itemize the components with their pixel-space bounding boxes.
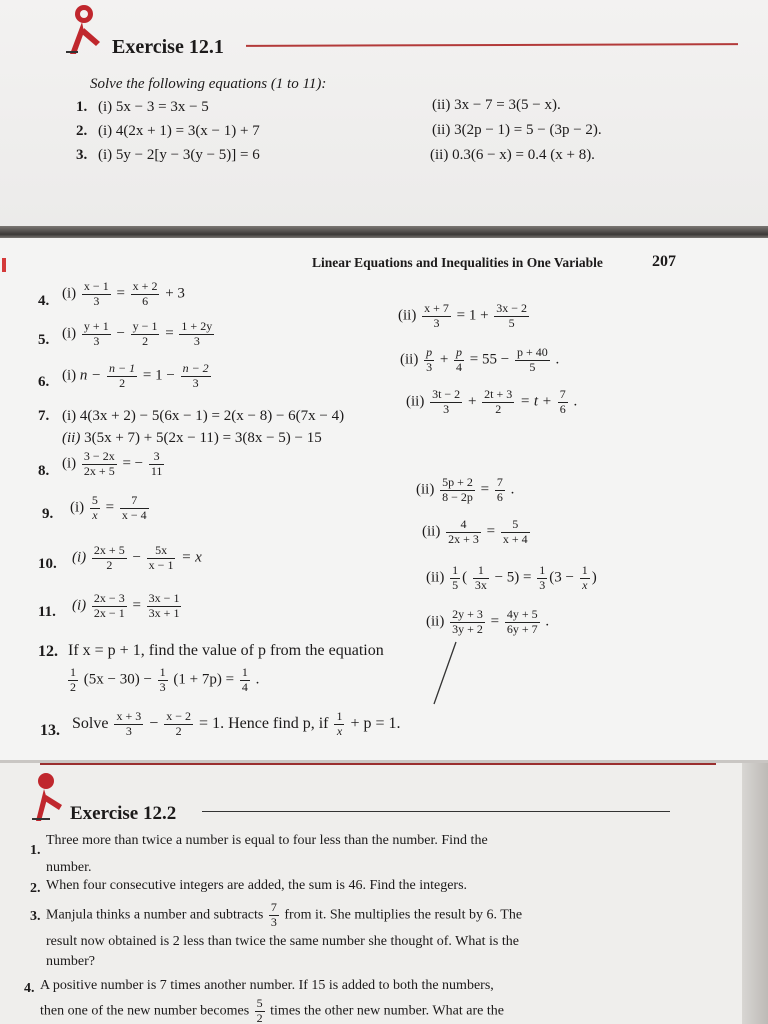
pen-mark xyxy=(430,638,460,708)
q4-part-ii: (ii) $\frac{x + 7}{3}$ = 1 + $\frac{3x - 2}{5}$ xyxy=(398,301,528,330)
q11-part-i: (i) $\frac{2x - 3}{2x - 1}$ = $\frac{3x - 1}{3x + 1}$ xyxy=(72,591,180,620)
p1-text-cont: number. xyxy=(46,860,92,875)
q2-part-i: (i) 4(2x + 1) = 3(x − 1) + 7 xyxy=(98,123,260,139)
q3-part-ii: (ii) 0.3(6 − x) = 0.4 (x + 8). xyxy=(430,147,595,163)
q9-part-ii: (ii) $\frac{4}{2x + 3}$ = $\frac{5}{x + 4}$ xyxy=(422,517,528,546)
q7-part-ii: (ii) 3(5x + 7) + 5(2x − 11) = 3(8x − 5) − 15 xyxy=(62,430,322,446)
q6-part-ii: (ii) $\frac{3t - 2}{3}$ + $\frac{2t + 3}{2}$ = t + $\frac{7}{6}$ . xyxy=(406,387,578,416)
q1-part-i: (i) 5x − 3 = 3x − 5 xyxy=(98,99,209,115)
p2-number: 2. xyxy=(30,881,41,896)
q5-part-i: (i) $\frac{y + 1}{3}$ − $\frac{y - 1}{2}$ = $\frac{1 + 2y}{3}$ xyxy=(62,319,213,348)
top-page xyxy=(0,0,768,228)
q10-part-i: (i) $\frac{2x + 5}{2}$ − $\frac{5x}{x - 1}$ = x xyxy=(72,543,202,572)
exercise-12-2-title: Exercise 12.2 xyxy=(70,803,177,824)
p3-number: 3. xyxy=(30,909,41,924)
q11-number: 11. xyxy=(38,604,56,620)
p3-text-end: number? xyxy=(46,954,95,969)
q7-number: 7. xyxy=(38,408,50,424)
p4-number: 4. xyxy=(24,981,35,996)
middle-page xyxy=(0,238,768,760)
p1-text: Three more than twice a number is equal to four less than the number. Find the xyxy=(46,833,488,848)
instruction-text: Solve the following equations (1 to 11): xyxy=(90,76,327,92)
q9-number: 9. xyxy=(42,506,54,522)
q12-number: 12. xyxy=(38,643,58,660)
page-shadow xyxy=(742,763,768,1024)
q5-part-ii: (ii) $\frac{p}{3}$ + $\frac{p}{4}$ = 55 − $\frac{p + 40}{5}$ . xyxy=(400,345,560,374)
q7-part-i: (i) 4(3x + 2) − 5(6x − 1) = 2(x − 8) − 6(7x − 4) xyxy=(62,408,345,424)
q2-number: 2. xyxy=(76,123,88,139)
q13-number: 13. xyxy=(40,722,60,739)
p4-text-cont: then one of the new number becomes $\frac{5}{2}$ times the other new number. What are the xyxy=(40,996,504,1024)
q8-part-ii: (ii) $\frac{5p + 2}{8 - 2p}$ = $\frac{7}{6}$ . xyxy=(416,475,515,504)
q11-part-ii: (ii) $\frac{2y + 3}{3y + 2}$ = $\frac{4y + 5}{6y + 7}$ . xyxy=(426,607,550,636)
mascot-icon-2 xyxy=(28,771,68,825)
q1-number: 1. xyxy=(76,99,88,115)
p3-text: Manjula thinks a number and subtracts $\frac{7}{3}$ from it. She multiplies the result by 6. The xyxy=(46,900,523,929)
q3-part-i: (i) 5y − 2[y − 3(y − 5)] = 6 xyxy=(98,147,260,163)
red-mark xyxy=(2,258,6,272)
q8-number: 8. xyxy=(38,463,50,479)
mascot-icon xyxy=(60,2,106,58)
page-number: 207 xyxy=(652,253,676,270)
p3-text-cont: result now obtained is 2 less than twice the same number she thought of. What is the xyxy=(46,934,519,949)
q3-number: 3. xyxy=(76,147,88,163)
q6-number: 6. xyxy=(38,374,50,390)
q13-text: Solve $\frac{x + 3}{3}$ − $\frac{x - 2}{2}$ = 1. Hence find p, if $\frac{1}{x}$ + p = 1. xyxy=(72,709,401,738)
q1-part-ii: (ii) 3x − 7 = 3(5 − x). xyxy=(432,97,561,113)
bottom-page xyxy=(0,763,768,1024)
p1-number: 1. xyxy=(30,843,41,858)
q9-part-i: (i) $\frac{5}{x}$ = $\frac{7}{x - 4}$ xyxy=(70,493,147,522)
q12-equation: $\frac{1}{2}$ (5x − 30) − $\frac{1}{3}$ (1 + 7p) = $\frac{1}{4}$ . xyxy=(70,665,260,694)
q4-part-i: (i) $\frac{x - 1}{3}$ = $\frac{x + 2}{6}$ + 3 xyxy=(62,279,185,308)
page-header-title: Linear Equations and Inequalities in One Variable xyxy=(312,255,603,270)
p2-text: When four consecutive integers are added, the sum is 46. Find the integers. xyxy=(46,878,468,893)
exercise-12-1-title: Exercise 12.1 xyxy=(112,36,224,58)
q8-part-i: (i) $\frac{3 - 2x}{2x + 5}$ = − $\frac{3}{11}$ xyxy=(62,449,163,478)
title-rule-2 xyxy=(202,811,670,812)
title-rule xyxy=(246,43,738,47)
q10-number: 10. xyxy=(38,556,57,572)
section-rule xyxy=(40,763,716,765)
p4-text: A positive number is 7 times another number. If 15 is added to both the numbers, xyxy=(40,978,494,993)
q2-part-ii: (ii) 3(2p − 1) = 5 − (3p − 2). xyxy=(432,122,602,138)
q6-part-i: (i) n − $\frac{n - 1}{2}$ = 1 − $\frac{n - 2}{3}$ xyxy=(62,361,209,390)
q10-part-ii: (ii) $\frac{1}{5}$ ( $\frac{1}{3x}$ − 5) = $\frac{1}{3}$ (3 − $\frac{1}{x}$ ) xyxy=(426,563,597,592)
q4-number: 4. xyxy=(38,293,50,309)
q5-number: 5. xyxy=(38,332,50,348)
q12-text: If x = p + 1, find the value of p from the equation xyxy=(68,642,384,659)
